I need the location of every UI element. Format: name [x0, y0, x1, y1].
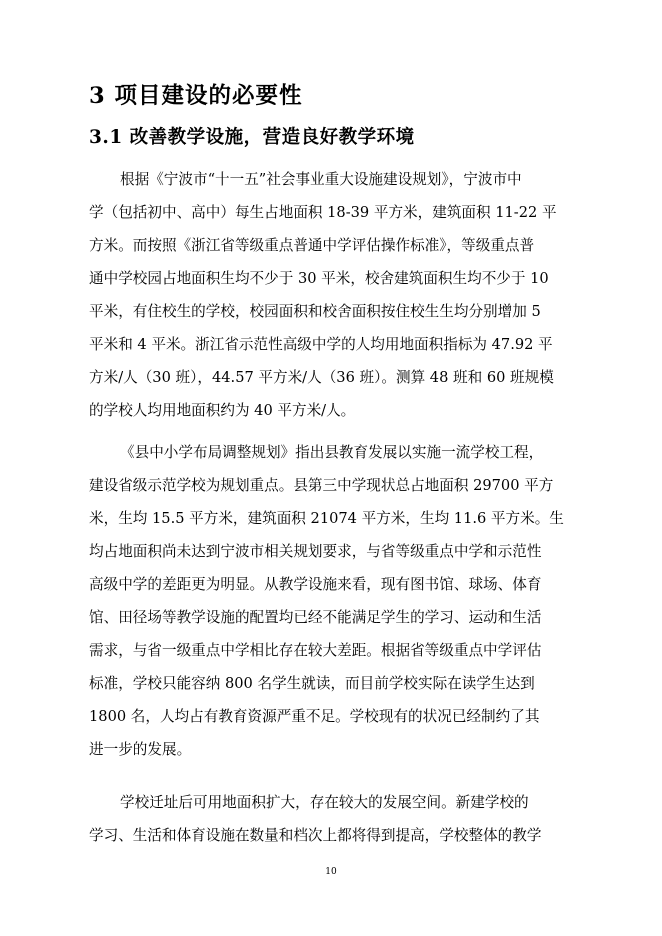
paragraph-line: 根据《宁波市“十一五”社会事业重大设施建设规划》，宁波市中 [120, 171, 522, 188]
paragraph-line: 标准，学校只能容纳 800 名学生就读，而目前学校实际在读学生达到 [89, 675, 535, 692]
paragraph-line: 方米/人（30 班），44.57 平方米/人（36 班）。测算 48 班和 60 班规模 [89, 369, 554, 386]
paragraph-2 [89, 436, 575, 766]
paragraph-3 [89, 786, 575, 852]
paragraph-line: 学校迁址后可用地面积扩大，存在较大的发展空间。新建学校的 [120, 794, 529, 811]
page-number: 10 [325, 867, 337, 877]
paragraph-line: 的学校人均用地面积约为 40 平方米/人。 [89, 402, 356, 419]
paragraph-line: 馆、田径场等教学设施的配置均已经不能满足学生的学习、运动和生活 [89, 609, 542, 626]
paragraph-line: 进一步的发展。 [89, 741, 192, 758]
paragraph-line: 需求，与省一级重点中学相比存在较大差距。根据省等级重点中学评估 [89, 642, 542, 659]
paragraph-line: 学习、生活和体育设施在数量和档次上都将得到提高，学校整体的教学 [89, 827, 542, 844]
paragraph-line: 高级中学的差距更为明显。从教学设施来看，现有图书馆、球场、体育 [89, 576, 542, 593]
chapter-heading: 3 项目建设的必要性 [89, 83, 303, 109]
section-heading: 3.1 改善教学设施，营造良好教学环境 [89, 127, 415, 148]
paragraph-line: 学（包括初中、高中）每生占地面积 18-39 平方米，建筑面积 11-22 平 [89, 204, 557, 221]
paragraph-line: 平米，有住校生的学校，校园面积和校舍面积按住校生生均分别增加 5 [89, 303, 541, 320]
paragraph-1 [89, 163, 575, 427]
paragraph-line: 米，生均 15.5 平方米，建筑面积 21074 平方米，生均 11.6 平方米。生 [89, 510, 564, 527]
paragraph-line: 建设省级示范学校为规划重点。县第三中学现状总占地面积 29700 平方 [89, 477, 554, 494]
paragraph-line: 均占地面积尚未达到宁波市相关规划要求，与省等级重点中学和示范性 [89, 543, 542, 560]
paragraph-line: 平米和 4 平米。浙江省示范性高级中学的人均用地面积指标为 47.92 平 [89, 336, 553, 353]
paragraph-line: 方米。而按照《浙江省等级重点普通中学评估操作标准》，等级重点普 [89, 237, 535, 254]
paragraph-line: 《县中小学布局调整规划》指出县教育发展以实施一流学校工程， [120, 444, 544, 461]
paragraph-line: 通中学校园占地面积生均不少于 30 平米，校舍建筑面积生均不少于 10 [89, 270, 549, 287]
paragraph-line: 1800 名，人均占有教育资源严重不足。学校现有的状况已经制约了其 [89, 708, 540, 725]
